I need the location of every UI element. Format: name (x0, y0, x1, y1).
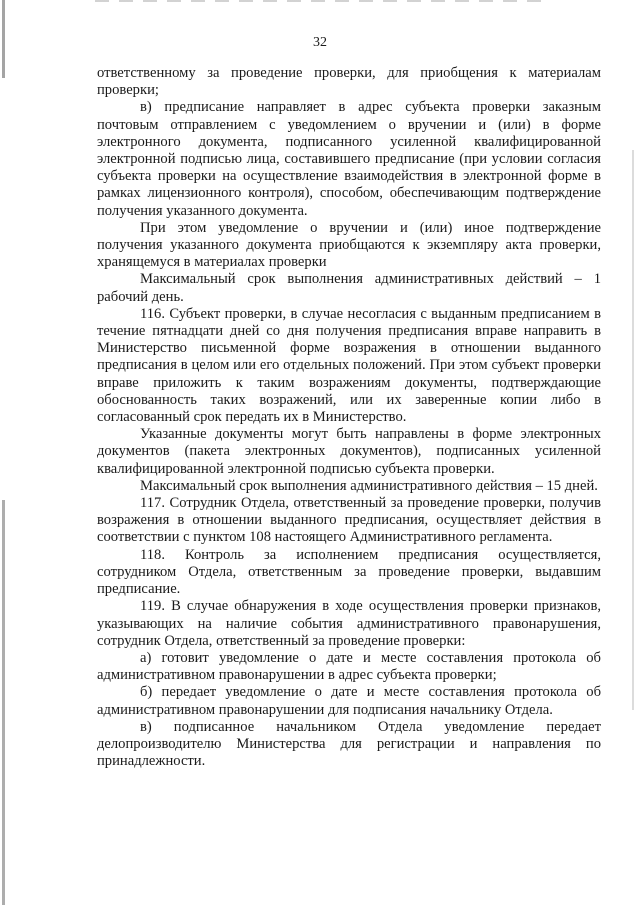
paragraph: в) предписание направляет в адрес субъекта проверки заказным почтовым отправлением с уведомлением о вручении и (или) в форме электронного документа, подписанного усиленной квалифицированной электронной подписью лица, составившего предписание (при условии согласия субъекта проверки на осуществление взаимодействия в электронной форме в рамках лицензионного контроля), способом, обеспечивающим подтверждение получения указанного документа. (97, 99, 601, 219)
paragraph: При этом уведомление о вручении и (или) иное подтверждение получения указанного документа приобщаются к экземпляру акта проверки, хранящемуся в материалах проверки (97, 219, 601, 271)
paragraph: Указанные документы могут быть направлены в форме электронных документов (пакета электронных документов), подписанных усиленной квалифицированной электронной подписью субъекта проверки. (97, 426, 601, 477)
body-text (97, 65, 601, 770)
scan-edge-top (95, 0, 545, 2)
paragraph: Максимальный срок выполнения административного действия – 15 дней. (140, 477, 598, 494)
list-item-v: в) подписанное начальником Отдела уведомление передает делопроизводителю Министерства для регистрации и направления по принадлежности. (97, 718, 601, 770)
paragraph-116: 116. Субъект проверки, в случае несогласия с выданным предписанием в течение пятнадцати дней со дня получения предписания вправе направить в Министерство письменной форме возражения в отношении выданного предписания в целом или его отдельных положений. При этом субъект проверки вправе приложить к таким возражениям документы, подтверждающие обоснованность таких возражений, или их заверенные копии либо в согласованный срок передать их в Министерство. (97, 305, 601, 426)
paragraph: Максимальный срок выполнения административных действий – 1 рабочий день. (97, 271, 601, 305)
page-number: 32 (313, 35, 327, 50)
paragraph: ответственному за проведение проверки, для приобщения к материалам проверки; (97, 65, 601, 99)
list-item-a: а) готовит уведомление о дате и месте составления протокола об административном правонарушении в адрес субъекта проверки; (97, 649, 601, 684)
paragraph-118: 118. Контроль за исполнением предписания осуществляется, сотрудником Отдела, ответственным за проведение проверки, выдавшим предписание. (97, 546, 601, 598)
scan-edge-right (632, 150, 634, 710)
paragraph-117: 117. Сотрудник Отдела, ответственный за проведение проверки, получив возражения в отношении выданного предписания, осуществляет действия в соответствии с пунктом 108 настоящего Административного регламента. (97, 495, 601, 546)
scan-edge-left (2, 0, 5, 905)
list-item-b: б) передает уведомление о дате и месте составления протокола об административном правонарушении для подписания начальнику Отдела. (97, 684, 601, 718)
paragraph-119: 119. В случае обнаружения в ходе осуществления проверки признаков, указывающих на наличие события административного правонарушения, сотрудник Отдела, ответственный за проведение проверки: (97, 598, 601, 649)
